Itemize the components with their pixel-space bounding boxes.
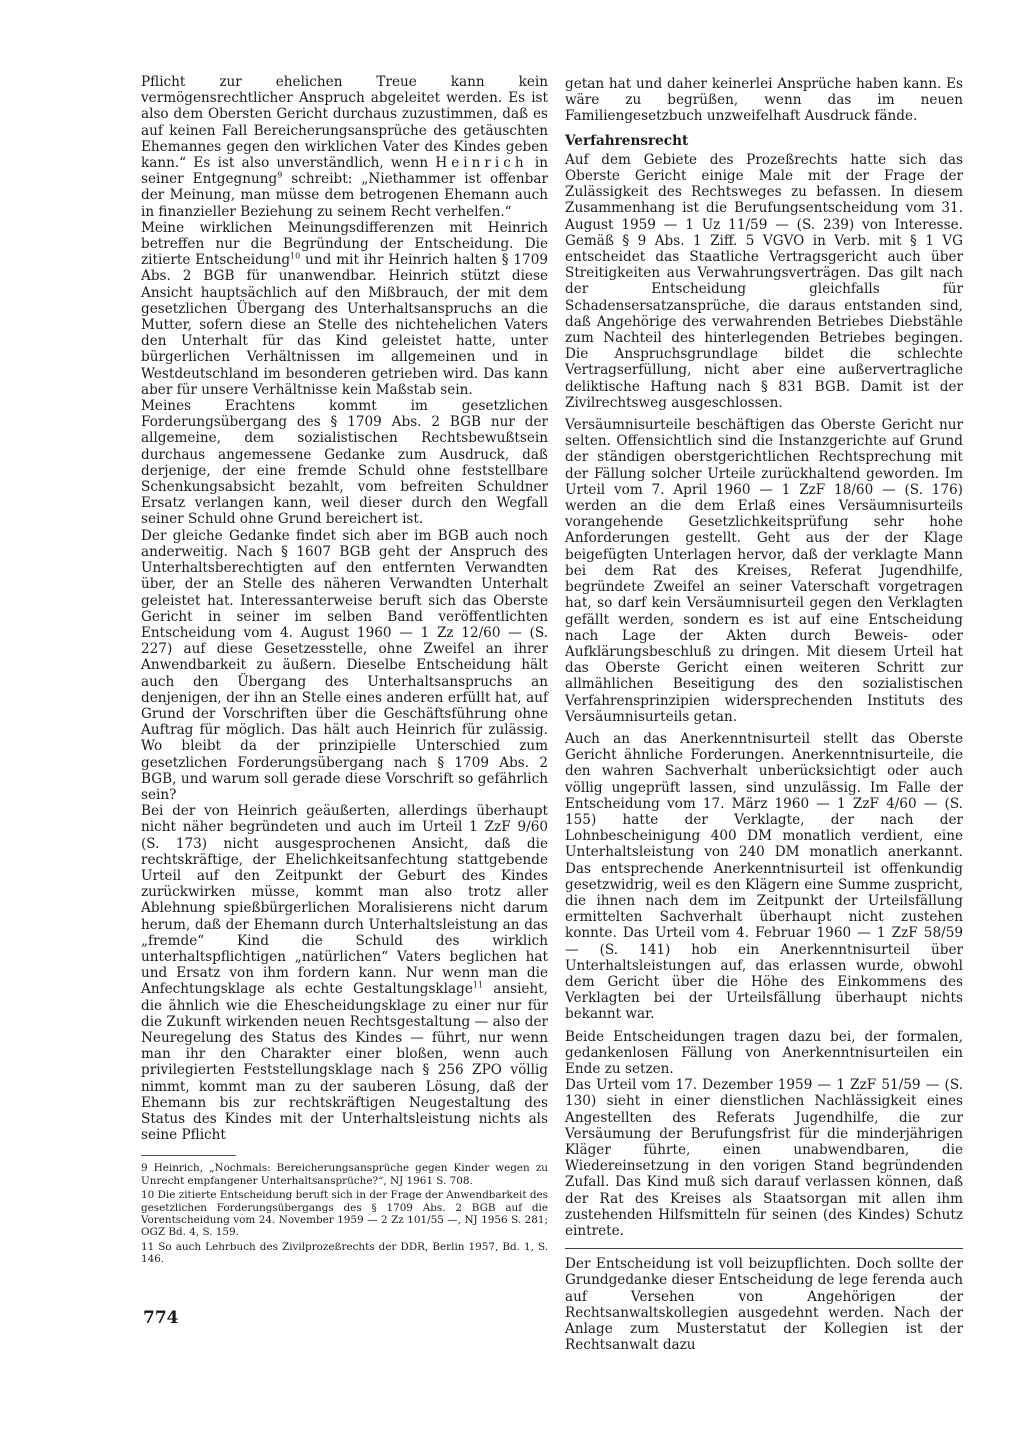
footnote-divider	[141, 1155, 236, 1156]
right-paragraph-6: Das Urteil vom 17. Dezember 1959 — 1 ZzF 51/59 — (S. 130) sieht in einer dienstlichen Nachlässigkeit eines Angestellten des Referats Jugendhilfe, die zur Versäumung der Berufungsfrist für die minderjährigen Kläger führte, einen unabwendbaren, die Wiedereinsetzung in den vorigen Stand begründenden Zufall. Das Kind muß sich darauf verlassen können, daß der Rat des Kreises als Staatsorgan mit allen ihm zustehenden Hilfsmitteln für seinen (des Kindes) Schutz eintrete.	[565, 1077, 963, 1240]
right-paragraph-4: Auch an das Anerkenntnisurteil stellt das Oberste Gericht ähnliche Forderungen. Anerkenntnisurteile, die den wahren Sachverhalt unberücksichtigt oder auch völlig ungeprüft lassen, sind unzulässig. Im Falle der Entscheidung vom 17. März 1960 — 1 ZzF 4/60 — (S. 155) hatte der Verklagte, der nach der Lohnbescheinigung 400 DM monatlich verdient, eine Unterhaltsleistung von 240 DM monatlich anerkannt. Das entsprechende Anerkenntnisurteil ist offenkundig gesetzwidrig, weil es den Klägern eine Summe zuspricht, die ihnen nach dem im Zeitpunkt der Urteilsfällung ermittelten Sachverhalt überhaupt nicht zustehen konnte. Das Urteil vom 4. Februar 1960 — 1 ZzF 58/59 — (S. 141) hob ein Anerkenntnisurteil über Unterhaltsleistungen auf, das erlassen wurde, obwohl dem Gericht über die Höhe des Einkommens des Verklagten bei der Urteilsfällung überhaupt nichts bekannt war.	[565, 730, 963, 1023]
footnote-ref-9: 9	[277, 170, 283, 180]
right-paragraph-2: Auf dem Gebiete des Prozeßrechts hatte sich das Oberste Gericht einige Male mit der Frage der Zulässigkeit des Rechtsweges zu befassen. In diesem Zusammenhang ist die Berufungsentscheidung vom 31. August 1959 — 1 Uz 11/59 — (S. 239) von Interesse. Gemäß § 9 Abs. 1 Ziff. 5 VGVO in Verb. mit § 1 VG entscheidet das Staatliche Vertragsgericht auch über Streitigkeiten aus Verwahrungsverträgen. Das gilt nach der Entscheidung gleichfalls für Schadensersatzansprüche, die daraus entstanden sind, daß Angehörige des verwahrenden Betriebes Diebstähle zum Nachteil des hinterlegenden Betriebes begingen. Die Anspruchsgrundlage bildet die schlechte Vertragserfüllung, nicht aber eine außervertragliche deliktische Haftung nach § 831 BGB. Damit ist der Zivilrechtsweg ausgeschlossen.	[565, 151, 963, 411]
footnote-ref-10: 10	[290, 251, 301, 261]
left-paragraph-3: Meines Erachtens kommt im gesetzlichen Forderungsübergang des § 1709 Abs. 2 BGB nur der allgemeine, dem sozialistischen Rechtsbewußtsein durchaus angemessene Gedanke zum Ausdruck, daß derjenige, der eine fremde Schuld ohne feststellbare Schenkungsabsicht bezahlt, vom befreiten Schuldner Ersatz verlangen kann, weil dieser durch den Wegfall seiner Schuld ohne Grund bereichert ist.	[141, 398, 548, 528]
paragraph-divider	[565, 1248, 963, 1249]
left-paragraph-4: Der gleiche Gedanke findet sich aber im BGB auch noch anderweitig. Nach § 1607 BGB geht der Anspruch des Unterhaltsberechtigten auf den entfernten Verwandten über, der an Stelle des näheren Verwandten Unterhalt geleistet hat. Interessanterweise beruft sich das Oberste Gericht in seiner im selben Band veröffentlichten Entscheidung vom 4. August 1960 — 1 Zz 12/60 — (S. 227) auf diese Gesetzesstelle, ohne Zweifel an ihrer Anwendbarkeit zu äußern. Dieselbe Entscheidung hält auch den Übergang des Unterhaltsanspruchs an denjenigen, der ihn an Stelle eines anderen erfüllt hat, auf Grund der Vorschriften über die Geschäftsführung ohne Auftrag für möglich. Das hält auch Heinrich für zulässig. Wo bleibt da der prinzipielle Unterschied zum gesetzlichen Forderungsübergang nach § 1709 Abs. 2 BGB, und warum soll gerade diese Vorschrift so gefährlich sein?	[141, 527, 548, 803]
left-paragraph-2: Meine wirklichen Meinungsdifferenzen mit Heinrich betreffen nur die Begründung der Entscheidung. Die zitierte Entscheidung$^{10}$ und mit ihr Heinrich halten § 1709 Abs. 2 BGB für unanwendbar. Heinrich stützt diese Ansicht hauptsächlich auf den Mißbrauch, der mit dem gesetzlichen Übergang des Unterhaltsanspruchs an die Mutter, sofern diese an Stelle des nichtehelichen Vaters den Unterhalt für das Kind geleistet hatte, unter bürgerlichen Verhältnissen im allgemeinen und in Westdeutschland im besonderen getrieben wird. Das kann aber für unsere Verhältnisse kein Maßstab sein.	[141, 219, 548, 398]
footnote-ref-11: 11	[472, 980, 484, 990]
right-column	[565, 76, 963, 1353]
right-paragraph-5: Beide Entscheidungen tragen dazu bei, der formalen, gedankenlosen Fällung von Anerkenntnisurteilen ein Ende zu setzen.	[565, 1028, 963, 1077]
footnote-11: 11 So auch Lehrbuch des Zivilprozeßrechts der DDR, Berlin 1957, Bd. 1, S. 146.	[141, 1240, 548, 1266]
right-paragraph-7: Der Entscheidung ist voll beizupflichten. Doch sollte der Grundgedanke dieser Entscheidung de lege ferenda auch auf Versehen von Angehörigen der Rechtsanwaltskollegien ausgedehnt werden. Nach der Anlage zum Musterstatut der Kollegien ist der Rechtsanwalt dazu	[565, 1256, 963, 1354]
right-paragraph-1: getan hat und daher keinerlei Ansprüche haben kann. Es wäre zu begrüßen, wenn das im neuen Familiengesetzbuch unzweifelhaft Ausdruck fände.	[565, 76, 963, 125]
left-paragraph-1: Pflicht zur ehelichen Treue kann kein vermögensrechtlicher Anspruch abgeleitet werden. Es ist also dem Obersten Gericht durchaus zuzustimmen, daß es auf keinen Fall Bereicherungsansprüche des getäuschten Ehemannes gegen den wirklichen Vater des Kindes geben kann.“ Es ist also unverständlich, wenn Heinrich in seiner Entgegnung$^9$ schreibt: „Niethammer ist offenbar der Meinung, man müsse dem betrogenen Ehemann auch in finanzieller Beziehung zu seinem Recht verhelfen.“	[141, 74, 548, 220]
section-heading: Verfahrensrecht	[565, 132, 689, 149]
author-name-spaced: Heinrich	[435, 155, 528, 172]
footnote-9: 9 Heinrich, „Nochmals: Bereicherungsansprüche gegen Kinder wegen zu Unrecht empfangener Unterhaltsansprüche?“, NJ 1961 S. 708.	[141, 1162, 548, 1187]
left-column	[141, 74, 548, 1268]
right-paragraph-3: Versäumnisurteile beschäftigen das Oberste Gericht nur selten. Offensichtlich sind die Instanzgerichte auf Grund der ständigen oberstgerichtlichen Rechtsprechung mit der Fällung solcher Urteile zurückhaltend geworden. Im Urteil vom 7. April 1960 — 1 ZzF 18/60 — (S. 176) werden an die dem Erlaß eines Versäumnisurteils vorangehende Gesetzlichkeitsprüfung sehr hohe Anforderungen gestellt. Geht aus der der Klage beigefügten Unterlagen hervor, daß der verklagte Mann bei dem Rat des Kreises, Referat Jugendhilfe, begründete Zweifel an seiner Vaterschaft vorgetragen hat, so darf kein Versäumnisurteil gegen den Verklagten gefällt werden, sondern es ist auf eine Entscheidung nach Lage der Akten durch Beweis- oder Aufklärungsbeschluß zu dringen. Mit diesem Urteil hat das Oberste Gericht einen weiteren Schritt zur allmählichen Beseitigung des den sozialistischen Verfahrensprinzipien widersprechenden Instituts des Versäumnisurteils getan.	[565, 417, 963, 725]
page-number: 774	[143, 1308, 179, 1328]
left-paragraph-5: Bei der von Heinrich geäußerten, allerdings überhaupt nicht näher begründeten und auch im Urteil 1 ZzF 9/60 (S. 173) nicht ausgesprochenen Ansicht, daß die rechtskräftige, der Ehelichkeitsanfechtung stattgebende Urteil auf den Zeitpunkt der Geburt des Kindes zurückwirken müsse, kommt man also trotz aller Ablehnung spießbürgerlichen Moralisierens nicht darum herum, daß der Ehemann durch Unterhaltsleistung an das „fremde“ Kind die Schuld des wirklich unterhaltspflichtigen „natürlichen“ Vaters beglichen hat und Ersatz von ihm fordern kann. Nur wenn man die Anfechtungsklage als echte Gestaltungsklage$^{11}$ ansieht, die ähnlich wie die Ehescheidungsklage zu einer nur für die Zukunft wirkenden neuen Rechtsgestaltung — also der Neuregelung des Status des Kindes — führt, nur wenn man ihr den Charakter einer bloßen, wenn auch privilegierten Feststellungsklage nach § 256 ZPO völlig nimmt, kommt man zu der sauberen Lösung, daß der Ehemann bis zur rechtskräftigen Neugestaltung des Status des Kindes mit der Unterhaltsleistung nichts als seine Pflicht	[141, 803, 549, 1144]
footnote-10: 10 Die zitierte Entscheidung beruft sich in der Frage der Anwendbarkeit des gesetzlichen Forderungsübergangs des § 1709 Abs. 2 BGB auf die Vorentscheidung vom 24. November 1959 — 2 Zz 101/55 —, NJ 1956 S. 281; OGZ Bd. 4, S. 159.	[141, 1189, 548, 1239]
